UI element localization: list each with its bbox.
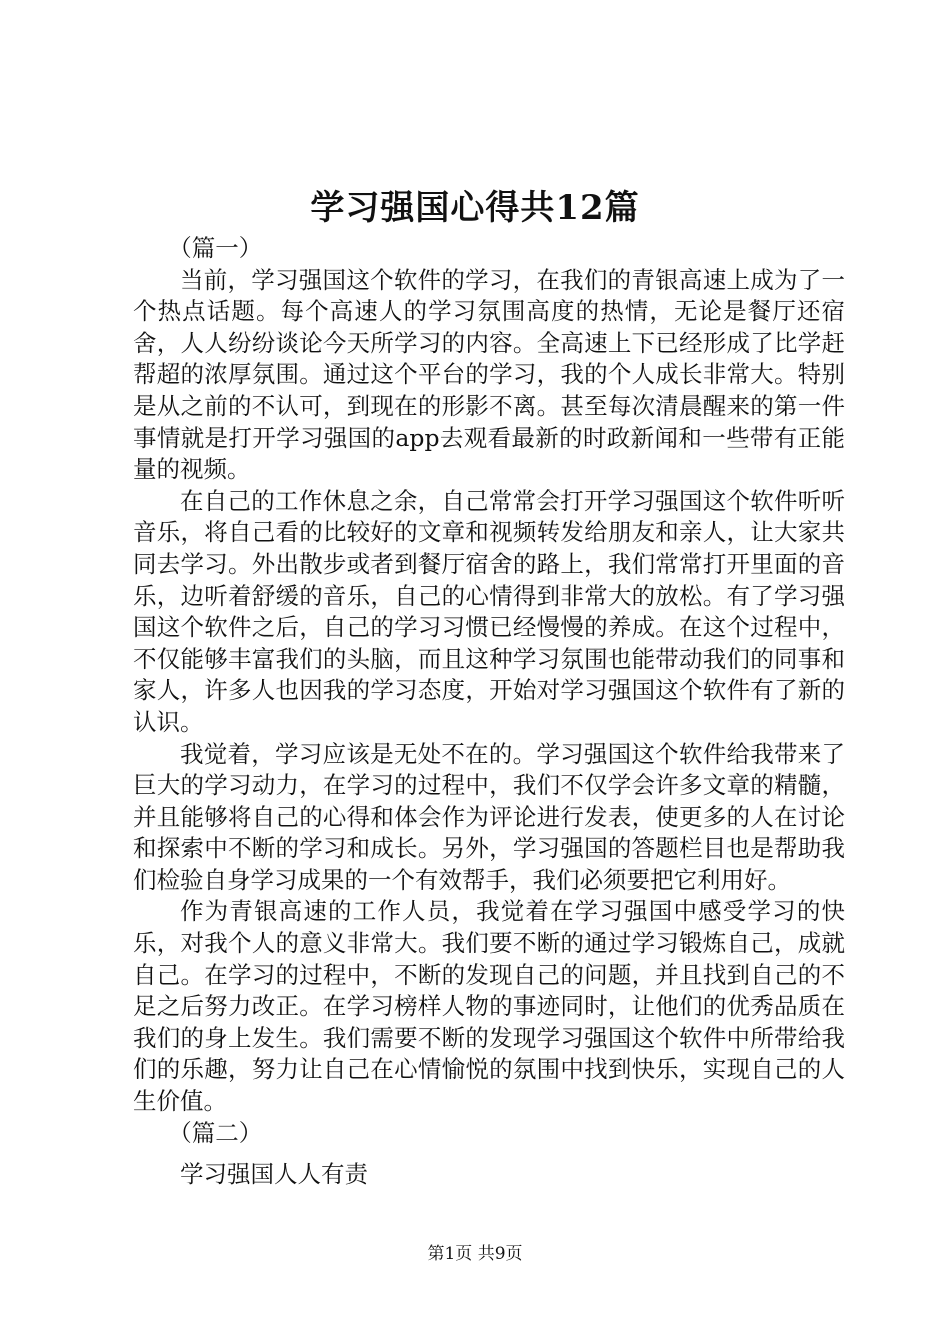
section-heading: （篇一） [168, 234, 263, 262]
document-body [133, 233, 845, 1191]
page-footer: 第1页 共9页 [427, 1244, 523, 1264]
section-subtitle: 学习强国人人有责 [180, 1160, 368, 1189]
paragraph: 作为青银高速的工作人员，我觉着在学习强国中感受学习的快乐，对我个人的意义非常大。我们要不断的通过学习锻炼自己，成就自己。在学习的过程中，不断的发现自己的问题，并且找到自己的不足之后努力改正。在学习榜样人物的事迹同时，让他们的优秀品质在我们的身上发生。我们需要不断的发现学习强国这个软件中所带给我们的乐趣，努力让自己在心情愉悦的氛围中找到快乐，实现自己的人生价值。 [133, 897, 845, 1116]
section-heading: （篇二） [168, 1118, 263, 1147]
paragraph: 我觉着，学习应该是无处不在的。学习强国这个软件给我带来了巨大的学习动力，在学习的过程中，我们不仅学会许多文章的精髓，并且能够将自己的心得和体会作为评论进行发表，使更多的人在讨论和探索中不断的学习和成长。另外，学习强国的答题栏目也是帮助我们检验自身学习成果的一个有效帮手，我们必须要把它利用好。 [133, 739, 845, 894]
paragraph: 当前，学习强国这个软件的学习，在我们的青银高速上成为了一个热点话题。每个高速人的学习氛围高度的热情，无论是餐厅还宿舍，人人纷纷谈论今天所学习的内容。全高速上下已经形成了比学赶帮超的浓厚氛围。通过这个平台的学习，我的个人成长非常大。特别是从之前的不认可，到现在的形影不离。甚至每次清晨醒来的第一件事情就是打开学习强国的app去观看最新的时政新闻和一些带有正能量的视频。 [133, 265, 845, 484]
paragraph: 在自己的工作休息之余，自己常常会打开学习强国这个软件听听音乐，将自己看的比较好的文章和视频转发给朋友和亲人，让大家共同去学习。外出散步或者到餐厅宿舍的路上，我们常常打开里面的音乐，边听着舒缓的音乐，自己的心情得到非常大的放松。有了学习强国这个软件之后，自己的学习习惯已经慢慢的养成。在这个过程中，不仅能够丰富我们的头脑，而且这种学习氛围也能带动我们的同事和家人，许多人也因我的学习态度，开始对学习强国这个软件有了新的认识。 [133, 486, 845, 736]
document-title: 学习强国心得共12篇 [310, 188, 640, 228]
